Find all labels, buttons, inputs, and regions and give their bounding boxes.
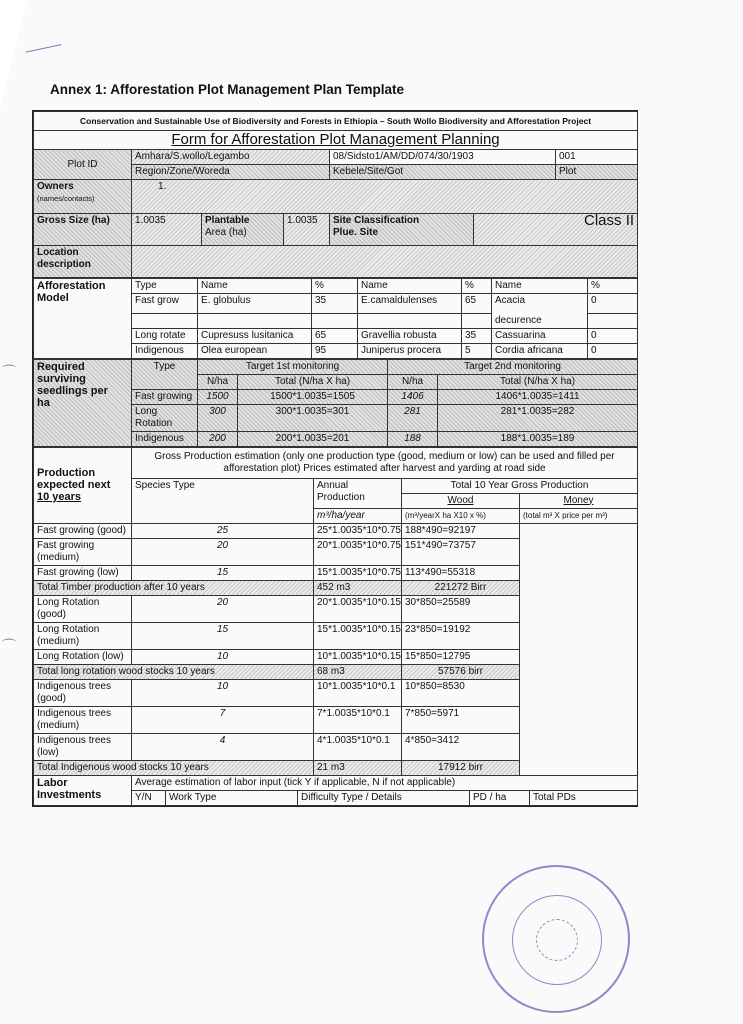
production-annual: 4 — [132, 733, 314, 760]
location-value — [132, 246, 638, 278]
site-class-sub: Plue. Site — [333, 227, 379, 238]
production-label-line: 10 years — [37, 491, 82, 503]
nha-header-1: N/ha — [198, 374, 238, 389]
surviving-label-line: seedlings per — [37, 384, 108, 397]
model-label — [34, 279, 132, 359]
production-table — [33, 447, 638, 776]
labor-col-work-type: Work Type — [166, 791, 298, 806]
production-wood: 20*1.0035*10*0.15 — [314, 595, 402, 622]
site-class-value: Class II — [474, 214, 638, 246]
model-table — [33, 278, 638, 359]
model-cell — [588, 314, 638, 329]
money-header: Money — [520, 493, 638, 508]
species-header: Species Type — [132, 478, 314, 523]
production-total-money: 221272 Birr — [402, 580, 520, 595]
site-class-title: Site Classification — [333, 215, 420, 226]
production-annual: 25 — [132, 523, 314, 538]
page-fold-corner — [0, 0, 28, 110]
production-total-wood: 68 m3 — [314, 664, 402, 679]
model-cell: Indigenous — [132, 343, 198, 358]
model-cell: 0 — [588, 328, 638, 343]
production-annual: 10 — [132, 649, 314, 664]
production-total-row — [34, 760, 638, 775]
production-total-wood: 452 m3 — [314, 580, 402, 595]
money-unit: (total m³ X price per m³) — [520, 508, 638, 523]
production-annual: 15 — [132, 565, 314, 580]
target-2-header: Target 2nd monitoring — [388, 359, 638, 374]
production-row — [34, 538, 638, 565]
model-cell: E. globulus — [198, 294, 312, 314]
labor-sub: Investments — [37, 789, 102, 801]
production-species: Indigenous trees (low) — [34, 733, 132, 760]
production-wood: 15*1.0035*10*0.15 — [314, 622, 402, 649]
surviving-t1: 300*1.0035=301 — [238, 404, 388, 431]
surviving-n1: 1500 — [198, 389, 238, 404]
production-wood: 10*1.0035*10*0.1 — [314, 679, 402, 706]
production-note: Gross Production estimation (only one production type (good, medium or low) can be used and filled per afforestation plot) Prices estimated after harvest and yarding at road side — [132, 447, 638, 478]
production-row — [34, 622, 638, 649]
production-row — [34, 565, 638, 580]
production-wood: 4*1.0035*10*0.1 — [314, 733, 402, 760]
annual-unit: m³/ha/year — [314, 508, 402, 523]
model-cell — [198, 314, 312, 329]
official-seal-stamp — [482, 865, 630, 1013]
model-cell: E.camaldulenses — [358, 294, 462, 314]
model-cell: 65 — [312, 328, 358, 343]
model-cell: Acacia — [492, 294, 588, 314]
kebele-label: Kebele/Site/Got — [330, 165, 556, 180]
surviving-n2: 188 — [388, 431, 438, 446]
pen-mark — [23, 30, 61, 52]
surviving-t2: 1406*1.0035=1411 — [438, 389, 638, 404]
model-title: Afforestation — [37, 280, 106, 292]
labor-col-difficulty: Difficulty Type / Details — [298, 791, 470, 806]
plot-id-label: Plot ID — [34, 150, 132, 180]
form-title: Form for Afforestation Plot Management Planning — [34, 131, 638, 150]
production-total-wood: 21 m3 — [314, 760, 402, 775]
model-cell — [358, 314, 462, 329]
surviving-t1: 200*1.0035=201 — [238, 431, 388, 446]
labor-label — [34, 776, 132, 806]
production-annual: 10 — [132, 679, 314, 706]
model-header-pct-1: % — [312, 279, 358, 294]
production-wood: 15*1.0035*10*0.75 — [314, 565, 402, 580]
plantable-value: 1.0035 — [284, 214, 330, 246]
region-value: Amhara/S.wollo/Legambo — [132, 150, 330, 165]
gross-size-value: 1.0035 — [132, 214, 202, 246]
surviving-type: Indigenous — [132, 431, 198, 446]
model-header-name-3: Name — [492, 279, 588, 294]
labor-col-total-pds: Total PDs — [530, 791, 638, 806]
production-total-money: 57576 birr — [402, 664, 520, 679]
production-money: 23*850=19192 — [402, 622, 520, 649]
production-species: Long Rotation (low) — [34, 649, 132, 664]
surviving-label — [34, 359, 132, 446]
plan-form — [32, 110, 638, 807]
production-label-line: expected next — [37, 479, 111, 491]
kebele-value: 08/Sidsto1/AM/DD/074/30/1903 — [330, 150, 556, 165]
production-wood: 25*1.0035*10*0.75 — [314, 523, 402, 538]
production-row — [34, 595, 638, 622]
production-money: 10*850=8530 — [402, 679, 520, 706]
model-header-type: Type — [132, 279, 198, 294]
plot-label: Plot — [556, 165, 638, 180]
production-species: Fast growing (good) — [34, 523, 132, 538]
surviving-t2: 281*1.0035=282 — [438, 404, 638, 431]
production-wood: 20*1.0035*10*0.75 — [314, 538, 402, 565]
location-sub: description — [37, 259, 91, 270]
location-title: Location — [37, 247, 79, 258]
production-label — [34, 447, 132, 523]
production-total-money: 17912 birr — [402, 760, 520, 775]
target-1-header: Target 1st monitoring — [198, 359, 388, 374]
owners-title: Owners — [37, 181, 74, 192]
plantable-title: Plantable — [205, 215, 250, 226]
production-species: Fast growing (medium) — [34, 538, 132, 565]
labor-note: Average estimation of labor input (tick Y if applicable, N if not applicable) — [132, 776, 638, 791]
model-cell: decurence — [492, 314, 588, 329]
production-money: 188*490=92197 — [402, 523, 520, 538]
model-cell: 5 — [462, 343, 492, 358]
model-cell: 35 — [462, 328, 492, 343]
model-header-pct-2: % — [462, 279, 492, 294]
production-annual: 7 — [132, 706, 314, 733]
model-cell: Juniperus procera — [358, 343, 462, 358]
location-label — [34, 246, 132, 278]
project-name: Conservation and Sustainable Use of Biodiversity and Forests in Ethiopia – South Wollo Biodiversity and Afforestation Project — [34, 112, 638, 131]
model-cell: 0 — [588, 294, 638, 314]
model-cell: Cupresuss lusitanica — [198, 328, 312, 343]
model-cell: 0 — [588, 343, 638, 358]
surviving-n1: 300 — [198, 404, 238, 431]
model-cell: 65 — [462, 294, 492, 314]
surviving-label-line: surviving — [37, 372, 86, 385]
production-money: 4*850=3412 — [402, 733, 520, 760]
model-cell: Cassuarina — [492, 328, 588, 343]
surviving-type: Fast growing — [132, 389, 198, 404]
total-header-2: Total (N/ha X ha) — [438, 374, 638, 389]
production-annual: 20 — [132, 595, 314, 622]
nha-header-2: N/ha — [388, 374, 438, 389]
production-money: 15*850=12795 — [402, 649, 520, 664]
model-cell: 95 — [312, 343, 358, 358]
plantable-label — [202, 214, 284, 246]
gross-production-header: Total 10 Year Gross Production — [402, 478, 638, 493]
production-annual: 20 — [132, 538, 314, 565]
owners-label — [34, 180, 132, 214]
surviving-label-line: Required — [37, 360, 85, 373]
region-label: Region/Zone/Woreda — [132, 165, 330, 180]
model-cell: Cordia africana — [492, 343, 588, 358]
production-total-label: Total Indigenous wood stocks 10 years — [34, 760, 314, 775]
model-cell — [132, 314, 198, 329]
site-class-label — [330, 214, 474, 246]
production-row — [34, 523, 638, 538]
production-species: Indigenous trees (good) — [34, 679, 132, 706]
labor-table — [33, 775, 638, 806]
model-header-name-2: Name — [358, 279, 462, 294]
production-species: Fast growing (low) — [34, 565, 132, 580]
surviving-n2: 281 — [388, 404, 438, 431]
margin-mark-2: ⌒ — [2, 638, 16, 654]
annex-title: Annex 1: Afforestation Plot Management Plan Template — [50, 82, 405, 97]
model-cell: Gravellia robusta — [358, 328, 462, 343]
surviving-type-header: Type — [132, 359, 198, 389]
model-cell — [462, 314, 492, 329]
production-species: Long Rotation (medium) — [34, 622, 132, 649]
margin-mark-1: ⌒ — [2, 364, 16, 380]
model-cell: 35 — [312, 294, 358, 314]
labor-col-pd-ha: PD / ha — [470, 791, 530, 806]
plot-value: 001 — [556, 150, 638, 165]
annual-header: Annual Production — [314, 478, 402, 508]
wood-header: Wood — [402, 493, 520, 508]
surviving-label-line: ha — [37, 396, 50, 409]
surviving-t2: 188*1.0035=189 — [438, 431, 638, 446]
production-annual: 15 — [132, 622, 314, 649]
production-total-label: Total Timber production after 10 years — [34, 580, 314, 595]
production-wood: 10*1.0035*10*0.15 — [314, 649, 402, 664]
production-row — [34, 733, 638, 760]
surviving-t1: 1500*1.0035=1505 — [238, 389, 388, 404]
production-money: 7*850=5971 — [402, 706, 520, 733]
production-wood: 7*1.0035*10*0.1 — [314, 706, 402, 733]
production-money: 30*850=25589 — [402, 595, 520, 622]
production-species: Indigenous trees (medium) — [34, 706, 132, 733]
plantable-sub: Area (ha) — [205, 227, 247, 238]
production-label-line: Production — [37, 467, 96, 479]
production-total-row — [34, 664, 638, 679]
production-money: 113*490=55318 — [402, 565, 520, 580]
model-header-name-1: Name — [198, 279, 312, 294]
gross-size-label: Gross Size (ha) — [34, 214, 132, 246]
wood-unit: (m³/yearX ha X10 x %) — [402, 508, 520, 523]
model-header-pct-3: % — [588, 279, 638, 294]
labor-col-yn: Y/N — [132, 791, 166, 806]
owners-sub: (names/contacts) — [37, 194, 95, 203]
surviving-table — [33, 359, 638, 447]
model-cell — [312, 314, 358, 329]
surviving-type: Long Rotation — [132, 404, 198, 431]
production-total-row — [34, 580, 638, 595]
seal-core — [536, 919, 578, 961]
model-cell: Olea european — [198, 343, 312, 358]
production-row — [34, 649, 638, 664]
labor-title: Labor — [37, 777, 68, 789]
surviving-n2: 1406 — [388, 389, 438, 404]
model-cell: Long rotate — [132, 328, 198, 343]
production-species: Long Rotation (good) — [34, 595, 132, 622]
production-money: 151*490=73757 — [402, 538, 520, 565]
model-sub: Model — [37, 292, 69, 304]
total-header-1: Total (N/ha X ha) — [238, 374, 388, 389]
surviving-n1: 200 — [198, 431, 238, 446]
production-row — [34, 679, 638, 706]
production-total-label: Total long rotation wood stocks 10 years — [34, 664, 314, 679]
owners-value: 1. — [132, 180, 638, 214]
model-cell: Fast grow — [132, 294, 198, 314]
form-table — [33, 111, 638, 278]
production-row — [34, 706, 638, 733]
